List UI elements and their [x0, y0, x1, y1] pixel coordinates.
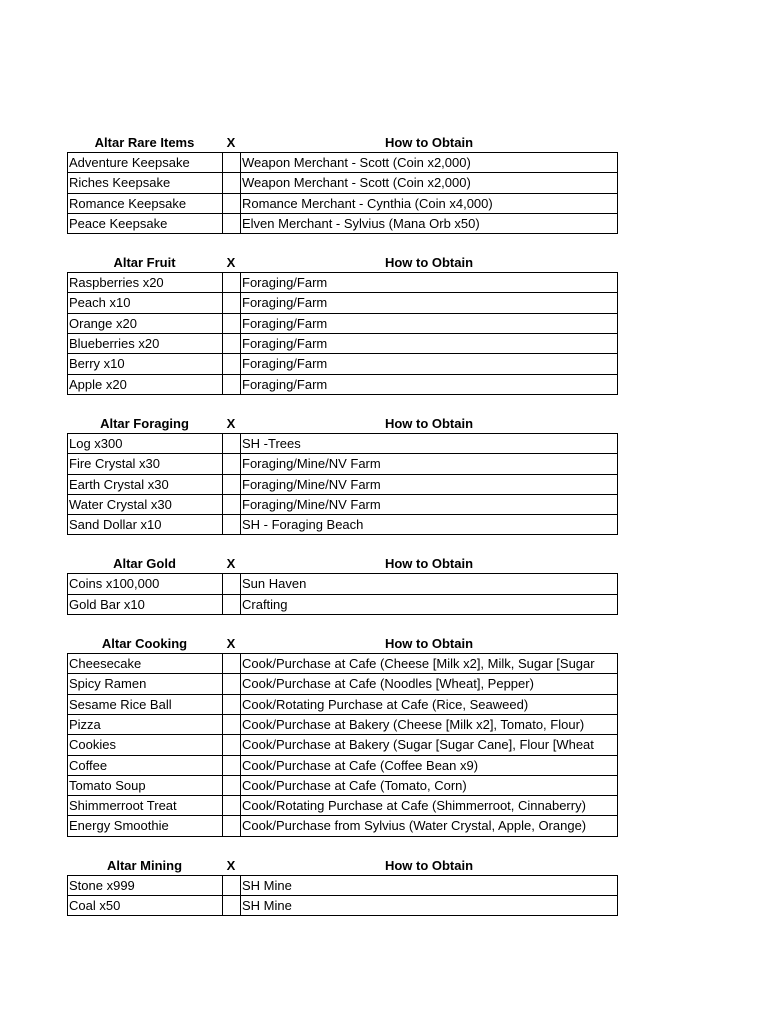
table-row — [68, 173, 618, 193]
table-row — [68, 735, 618, 755]
x-column-header: X — [226, 556, 236, 572]
x-cell[interactable] — [223, 715, 241, 735]
obtain-cell[interactable]: Weapon Merchant - Scott (Coin x2,000) — [241, 153, 618, 173]
obtain-cell[interactable]: Crafting — [241, 595, 618, 615]
item-cell[interactable]: Log x300 — [68, 434, 223, 454]
x-column-header: X — [226, 857, 236, 873]
x-cell[interactable] — [223, 475, 241, 495]
x-cell[interactable] — [223, 776, 241, 796]
item-cell[interactable]: Cookies — [68, 735, 223, 755]
table-row — [68, 354, 618, 374]
x-column-header: X — [226, 135, 236, 150]
table-row — [68, 695, 618, 715]
item-cell[interactable]: Romance Keepsake — [68, 194, 223, 214]
table-row — [68, 214, 618, 234]
item-cell[interactable]: Sand Dollar x10 — [68, 515, 223, 535]
obtain-cell[interactable]: Foraging/Farm — [241, 354, 618, 374]
x-cell[interactable] — [223, 375, 241, 395]
x-cell[interactable] — [223, 654, 241, 674]
section-table — [67, 272, 618, 395]
x-cell[interactable] — [223, 735, 241, 755]
section-title: Altar Mining — [106, 857, 183, 873]
section-title: Altar Gold — [113, 556, 176, 572]
section-altar-cooking — [67, 635, 618, 837]
item-cell[interactable]: Apple x20 — [68, 375, 223, 395]
section-table — [67, 152, 618, 234]
table-row — [68, 876, 618, 896]
x-cell[interactable] — [223, 495, 241, 515]
section-altar-mining — [67, 857, 618, 917]
section-title: Altar Cooking — [101, 636, 188, 652]
obtain-cell[interactable]: Foraging/Farm — [241, 314, 618, 334]
obtain-cell[interactable]: Foraging/Mine/NV Farm — [241, 495, 618, 515]
table-row — [68, 515, 618, 535]
table-row — [68, 375, 618, 395]
item-cell[interactable]: Coins x100,000 — [68, 574, 223, 594]
table-row — [68, 475, 618, 495]
x-cell[interactable] — [223, 796, 241, 816]
obtain-column-header: How to Obtain — [384, 636, 474, 652]
table-row — [68, 816, 618, 836]
obtain-cell[interactable]: SH -Trees — [241, 434, 618, 454]
x-cell[interactable] — [223, 434, 241, 454]
section-table — [67, 875, 618, 917]
section-table — [67, 573, 618, 615]
obtain-cell[interactable]: Cook/Purchase at Bakery (Sugar [Sugar Cane], Flour [Wheat — [241, 735, 618, 755]
x-cell[interactable] — [223, 595, 241, 615]
table-row — [68, 796, 618, 816]
item-cell[interactable]: Energy Smoothie — [68, 816, 223, 836]
section-title: Altar Rare Items — [94, 135, 195, 150]
x-cell[interactable] — [223, 293, 241, 313]
table-row — [68, 454, 618, 474]
item-cell[interactable]: Stone x999 — [68, 876, 223, 896]
item-cell[interactable]: Fire Crystal x30 — [68, 454, 223, 474]
x-cell[interactable] — [223, 214, 241, 234]
item-cell[interactable]: Pizza — [68, 715, 223, 735]
item-cell[interactable]: Shimmerroot Treat — [68, 796, 223, 816]
x-cell[interactable] — [223, 173, 241, 193]
obtain-cell[interactable]: Elven Merchant - Sylvius (Mana Orb x50) — [241, 214, 618, 234]
obtain-cell[interactable]: Foraging/Farm — [241, 273, 618, 293]
section-header-row — [67, 254, 618, 272]
item-cell[interactable]: Sesame Rice Ball — [68, 695, 223, 715]
obtain-cell[interactable]: Cook/Purchase at Cafe (Noodles [Wheat], Pepper) — [241, 674, 618, 694]
item-cell[interactable]: Adventure Keepsake — [68, 153, 223, 173]
section-altar-rare-items — [67, 134, 618, 234]
item-cell[interactable]: Berry x10 — [68, 354, 223, 374]
section-header-row — [67, 134, 618, 152]
x-cell[interactable] — [223, 334, 241, 354]
item-cell[interactable]: Earth Crystal x30 — [68, 475, 223, 495]
table-row — [68, 896, 618, 916]
obtain-cell[interactable]: Cook/Purchase at Bakery (Cheese [Milk x2], Tomato, Flour) — [241, 715, 618, 735]
item-cell[interactable]: Riches Keepsake — [68, 173, 223, 193]
obtain-cell[interactable]: Cook/Purchase at Cafe (Coffee Bean x9) — [241, 756, 618, 776]
item-cell[interactable]: Peach x10 — [68, 293, 223, 313]
obtain-cell[interactable]: Cook/Rotating Purchase at Cafe (Rice, Seaweed) — [241, 695, 618, 715]
obtain-cell[interactable]: Foraging/Mine/NV Farm — [241, 454, 618, 474]
x-cell[interactable] — [223, 756, 241, 776]
x-column-header: X — [226, 415, 236, 431]
table-row — [68, 314, 618, 334]
x-cell[interactable] — [223, 273, 241, 293]
obtain-cell[interactable]: Romance Merchant - Cynthia (Coin x4,000) — [241, 194, 618, 214]
obtain-column-header: How to Obtain — [384, 857, 474, 873]
section-header-row — [67, 415, 618, 433]
item-cell[interactable]: Peace Keepsake — [68, 214, 223, 234]
table-row — [68, 434, 618, 454]
obtain-cell[interactable]: Foraging/Farm — [241, 375, 618, 395]
obtain-column-header: How to Obtain — [384, 135, 474, 150]
item-cell[interactable]: Orange x20 — [68, 314, 223, 334]
table-row — [68, 495, 618, 515]
table-row — [68, 574, 618, 594]
table-row — [68, 756, 618, 776]
x-cell[interactable] — [223, 695, 241, 715]
x-cell[interactable] — [223, 354, 241, 374]
x-cell[interactable] — [223, 574, 241, 594]
item-cell[interactable]: Raspberries x20 — [68, 273, 223, 293]
x-column-header: X — [226, 636, 236, 652]
section-altar-fruit — [67, 254, 618, 395]
table-row — [68, 715, 618, 735]
item-cell[interactable]: Blueberries x20 — [68, 334, 223, 354]
obtain-cell[interactable]: Foraging/Farm — [241, 293, 618, 313]
x-cell[interactable] — [223, 454, 241, 474]
table-row — [68, 273, 618, 293]
table-row — [68, 595, 618, 615]
x-cell[interactable] — [223, 876, 241, 896]
section-altar-gold — [67, 555, 618, 615]
item-cell[interactable]: Water Crystal x30 — [68, 495, 223, 515]
obtain-cell[interactable]: Cook/Rotating Purchase at Cafe (Shimmerroot, Cinnaberry) — [241, 796, 618, 816]
obtain-column-header: How to Obtain — [384, 556, 474, 572]
table-row — [68, 674, 618, 694]
obtain-cell[interactable]: SH Mine — [241, 896, 618, 916]
obtain-cell[interactable]: Cook/Purchase at Cafe (Cheese [Milk x2], Milk, Sugar [Sugar — [241, 654, 618, 674]
x-cell[interactable] — [223, 816, 241, 836]
section-table — [67, 653, 618, 837]
section-title: Altar Foraging — [100, 415, 189, 431]
item-cell[interactable]: Cheesecake — [68, 654, 223, 674]
obtain-cell[interactable]: Sun Haven — [241, 574, 618, 594]
table-row — [68, 194, 618, 214]
section-altar-foraging — [67, 415, 618, 535]
x-cell[interactable] — [223, 515, 241, 535]
table-row — [68, 293, 618, 313]
obtain-cell[interactable]: Cook/Purchase from Sylvius (Water Crystal, Apple, Orange) — [241, 816, 618, 836]
item-cell[interactable]: Tomato Soup — [68, 776, 223, 796]
obtain-cell[interactable]: Foraging/Farm — [241, 334, 618, 354]
item-cell[interactable]: Coffee — [68, 756, 223, 776]
item-cell[interactable]: Spicy Ramen — [68, 674, 223, 694]
table-row — [68, 153, 618, 173]
item-cell[interactable]: Coal x50 — [68, 896, 223, 916]
x-cell[interactable] — [223, 153, 241, 173]
x-cell[interactable] — [223, 314, 241, 334]
obtain-column-header: How to Obtain — [384, 415, 474, 431]
obtain-column-header: How to Obtain — [384, 255, 474, 271]
item-cell[interactable]: Gold Bar x10 — [68, 595, 223, 615]
obtain-cell[interactable]: Cook/Purchase at Cafe (Tomato, Corn) — [241, 776, 618, 796]
obtain-cell[interactable]: SH - Foraging Beach — [241, 515, 618, 535]
spreadsheet — [67, 134, 618, 916]
table-row — [68, 334, 618, 354]
obtain-cell[interactable]: Weapon Merchant - Scott (Coin x2,000) — [241, 173, 618, 193]
x-column-header: X — [226, 255, 236, 271]
section-header-row — [67, 857, 618, 875]
obtain-cell[interactable]: SH Mine — [241, 876, 618, 896]
x-cell[interactable] — [223, 194, 241, 214]
table-row — [68, 776, 618, 796]
section-table — [67, 433, 618, 535]
section-header-row — [67, 555, 618, 573]
x-cell[interactable] — [223, 674, 241, 694]
section-title: Altar Fruit — [113, 255, 176, 271]
table-row — [68, 654, 618, 674]
section-header-row — [67, 635, 618, 653]
obtain-cell[interactable]: Foraging/Mine/NV Farm — [241, 475, 618, 495]
x-cell[interactable] — [223, 896, 241, 916]
